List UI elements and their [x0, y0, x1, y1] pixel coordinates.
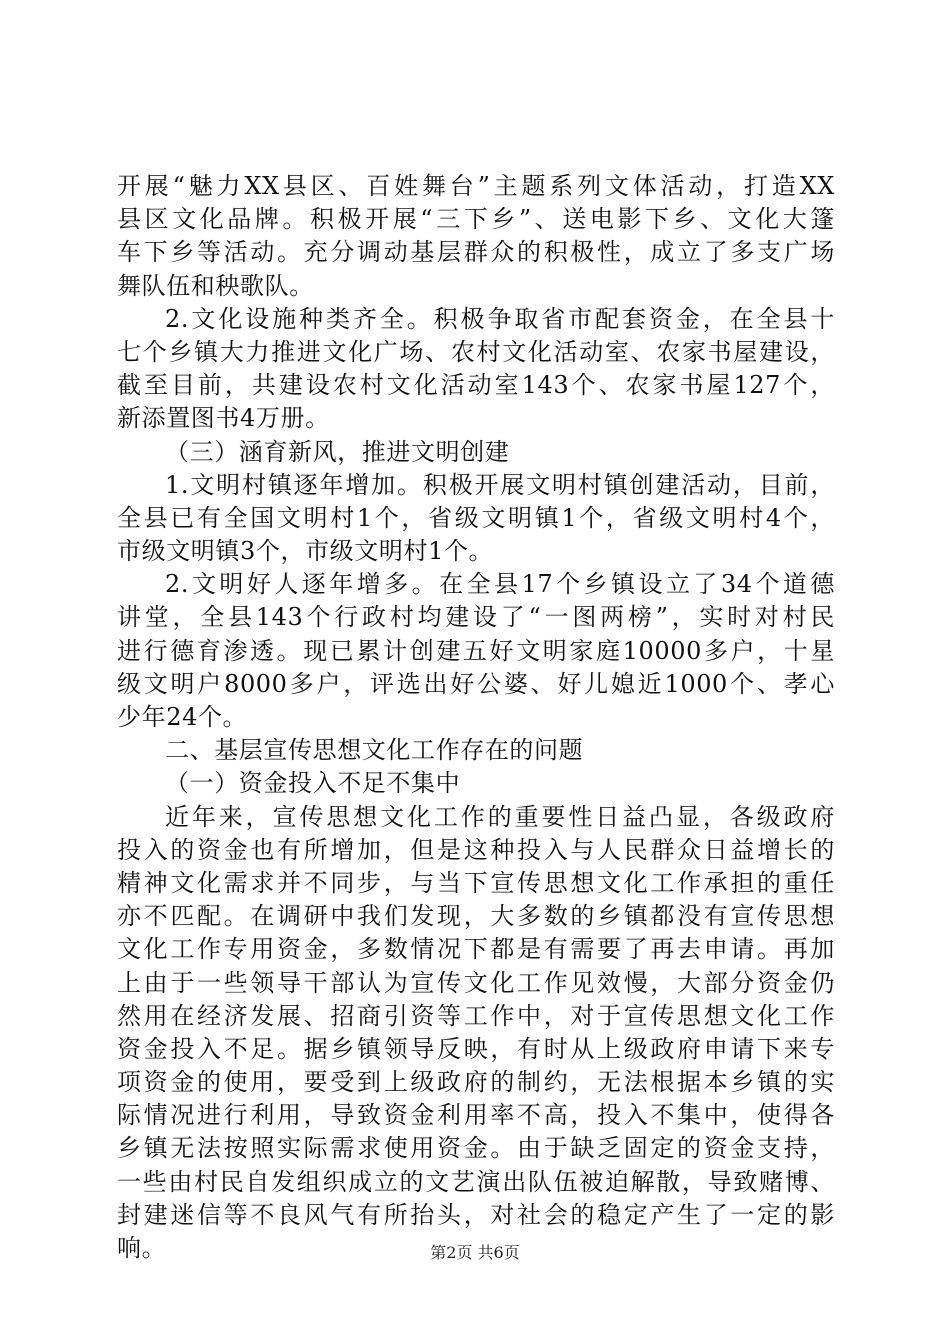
- body-line: 乡镇无法按照实际需求使用资金。由于缺乏固定的资金支持，: [117, 1134, 835, 1163]
- body-line: 进行德育渗透。现已累计创建五好文明家庭10000多户，十星: [117, 636, 835, 665]
- body-line: 开展“魅力XX县区、百姓舞台”主题系列文体活动，打造XX: [117, 172, 835, 200]
- body-line: 资金投入不足。据乡镇领导反映，有时从上级政府申请下来专: [117, 1034, 835, 1063]
- section-heading: 二、基层宣传思想文化工作存在的问题: [165, 736, 584, 765]
- body-line: 县区文化品牌。积极开展“三下乡”、送电影下乡、文化大篷: [117, 205, 835, 234]
- body-line: 级文明户8000多户，评选出好公婆、好儿媳近1000个、孝心: [117, 669, 835, 698]
- body-line: 封建迷信等不良风气有所抬头，对社会的稳定产生了一定的影: [117, 1200, 835, 1229]
- paragraph-first-line: 2.文化设施种类齐全。积极争取省市配套资金，在全县十: [165, 304, 835, 333]
- paragraph-first-line: 1.文明村镇逐年增加。积极开展文明村镇创建活动，目前，: [165, 470, 835, 499]
- body-line: 截至目前，共建设农村文化活动室143个、农家书屋127个，: [117, 371, 835, 400]
- body-line: 然用在经济发展、招商引资等工作中，对于宣传思想文化工作: [117, 1001, 835, 1030]
- body-line: 市级文明镇3个，市级文明村1个。: [117, 537, 494, 566]
- body-line: 新添置图书4万册。: [117, 404, 330, 433]
- subsection-heading: （一）资金投入不足不集中: [165, 769, 461, 798]
- page-footer: 第2页 共6页: [430, 1243, 520, 1262]
- body-line: 全县已有全国文明村1个，省级文明镇1个，省级文明村4个，: [117, 503, 835, 532]
- body-line: 车下乡等活动。充分调动基层群众的积极性，成立了多支广场: [117, 238, 835, 267]
- body-line: 亦不匹配。在调研中我们发现，大多数的乡镇都没有宣传思想: [117, 902, 835, 931]
- body-line: 际情况进行利用，导致资金利用率不高，投入不集中，使得各: [117, 1101, 835, 1130]
- body-line: 上由于一些领导干部认为宣传文化工作见效慢，大部分资金仍: [117, 968, 835, 997]
- document-body: [117, 170, 835, 1265]
- body-line: 项资金的使用，要受到上级政府的制约，无法根据本乡镇的实: [117, 1068, 835, 1097]
- body-line: 少年24个。: [117, 703, 248, 731]
- section-heading: （三）涵育新风，推进文明创建: [165, 437, 510, 466]
- body-line: 舞队伍和秧歌队。: [117, 271, 314, 300]
- body-line: 讲堂，全县143个行政村均建设了“一图两榜”，实时对村民: [117, 603, 835, 632]
- body-line: 响。: [117, 1234, 167, 1262]
- body-line: 精神文化需求并不同步，与当下宣传思想文化工作承担的重任: [117, 868, 835, 897]
- body-line: 投入的资金也有所增加，但是这种投入与人民群众日益增长的: [117, 835, 835, 864]
- body-line: 七个乡镇大力推进文化广场、农村文化活动室、农家书屋建设，: [117, 337, 835, 366]
- body-line: 一些由村民自发组织成立的文艺演出队伍被迫解散，导致赌博、: [117, 1167, 835, 1196]
- paragraph-first-line: 2.文明好人逐年增多。在全县17个乡镇设立了34个道德: [165, 570, 835, 599]
- body-line: 文化工作专用资金，多数情况下都是有需要了再去申请。再加: [117, 935, 835, 964]
- paragraph-first-line: 近年来，宣传思想文化工作的重要性日益凸显，各级政府: [165, 802, 835, 831]
